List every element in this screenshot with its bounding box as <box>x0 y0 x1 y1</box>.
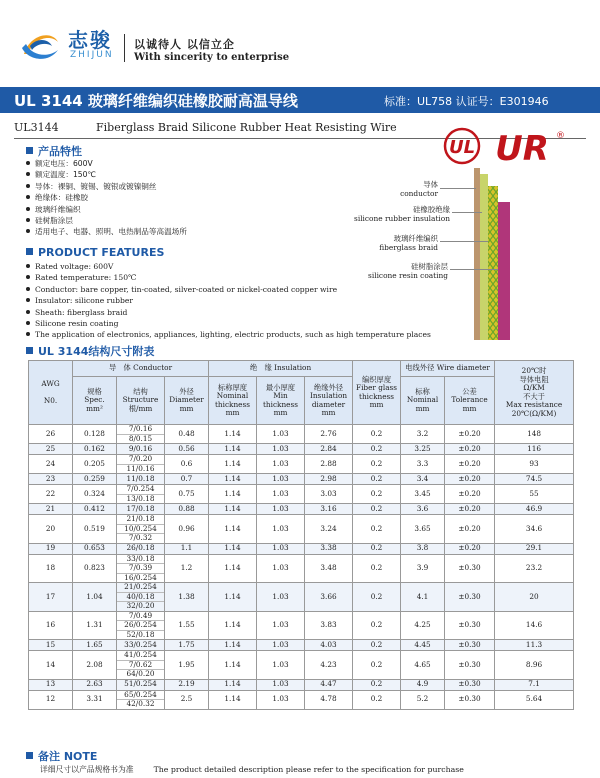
cell-wire: 4.65 <box>401 651 445 680</box>
diagram-label-braid: 玻璃纤维编织 fiberglass braid <box>379 234 438 252</box>
cell-braid: 0.2 <box>353 554 401 583</box>
structure-value: 7/0.32 <box>128 533 153 542</box>
structure-value: 41/0.254 <box>117 651 164 661</box>
structure-value: 32/0.20 <box>126 601 155 610</box>
structure-value: 65/0.254 <box>117 691 164 701</box>
cell-min: 1.03 <box>257 583 305 612</box>
structure-value: 26/0.18 <box>126 543 155 553</box>
table-row <box>29 474 574 485</box>
cell-struct <box>117 679 165 690</box>
cell-tol: ±0.20 <box>445 425 495 444</box>
structure-value: 52/0.18 <box>126 629 155 639</box>
cell-od: 0.88 <box>165 504 209 515</box>
cell-ins: 3.83 <box>305 611 353 640</box>
cell-ins: 4.03 <box>305 640 353 651</box>
cell-wire: 3.8 <box>401 543 445 554</box>
cell-res: 20 <box>495 583 574 612</box>
list-item: 导体：裸铜、镀锡、镀银或镀镍铜丝 <box>26 181 187 192</box>
cell-nom: 1.14 <box>209 583 257 612</box>
cell-nom: 1.14 <box>209 651 257 680</box>
cell-tol: ±0.30 <box>445 690 495 709</box>
cell-awg: 14 <box>29 651 73 680</box>
cell-od: 1.2 <box>165 554 209 583</box>
cell-res: 5.64 <box>495 690 574 709</box>
structure-value: 64/0.20 <box>126 669 155 678</box>
cell-braid: 0.2 <box>353 455 401 474</box>
table-row <box>29 679 574 690</box>
cell-braid: 0.2 <box>353 425 401 444</box>
cell-braid: 0.2 <box>353 444 401 455</box>
cell-spec: 1.04 <box>73 583 117 612</box>
cell-struct <box>117 504 165 515</box>
list-item: 适用电子、电器、照明、电热制品等高温场所 <box>26 226 187 237</box>
cell-res: 8.96 <box>495 651 574 680</box>
standard-cert: 标准：UL758 认证号：E301946 <box>384 95 549 108</box>
list-item: Rated voltage: 600V <box>26 261 431 272</box>
cell-wire: 5.2 <box>401 690 445 709</box>
cell-min: 1.03 <box>257 640 305 651</box>
cell-spec: 0.205 <box>73 455 117 474</box>
leader-line <box>440 241 488 242</box>
cell-spec: 0.653 <box>73 543 117 554</box>
header-spec: 规格 Spec. mm² <box>73 377 117 425</box>
cell-spec: 2.63 <box>73 679 117 690</box>
cell-tol: ±0.30 <box>445 679 495 690</box>
ur-logo-text: UR <box>495 129 549 168</box>
cell-struct <box>117 543 165 554</box>
cell-braid: 0.2 <box>353 504 401 515</box>
header-od: 外径 Diameter mm <box>165 377 209 425</box>
header-insulation-diameter: 绝缘外径 Insulation diameter mm <box>305 377 353 425</box>
leader-line <box>440 188 476 189</box>
cell-wire: 3.4 <box>401 474 445 485</box>
cell-nom: 1.14 <box>209 543 257 554</box>
cell-od: 0.56 <box>165 444 209 455</box>
structure-value: 33/0.254 <box>124 639 157 649</box>
structure-value: 51/0.254 <box>124 679 157 689</box>
structure-value: 11/0.16 <box>126 463 155 473</box>
cell-awg: 16 <box>29 611 73 640</box>
note-text: 详细尺寸以产品规格书为准 The product detailed description please refer to the specification for purchase <box>40 765 464 774</box>
cell-struct <box>117 690 165 709</box>
cell-od: 0.6 <box>165 455 209 474</box>
cell-awg: 22 <box>29 485 73 504</box>
cell-tol: ±0.20 <box>445 444 495 455</box>
cell-struct <box>117 455 165 474</box>
cell-struct <box>117 474 165 485</box>
header-resistance: 20℃时 导体电阻 Ω/KM 不大于 Max resistance 20℃(Ω/KM) <box>495 361 574 425</box>
cell-braid: 0.2 <box>353 515 401 544</box>
list-item: Sheath: fiberglass braid <box>26 307 431 318</box>
structure-value: 7/0.254 <box>117 485 164 495</box>
table-row <box>29 543 574 554</box>
structure-value: 8/0.15 <box>128 433 153 443</box>
leader-line <box>452 212 482 213</box>
cell-tol: ±0.20 <box>445 485 495 504</box>
cell-tol: ±0.20 <box>445 543 495 554</box>
cell-braid: 0.2 <box>353 474 401 485</box>
cell-od: 1.75 <box>165 640 209 651</box>
cell-braid: 0.2 <box>353 485 401 504</box>
note-heading: 备注 NOTE <box>26 748 97 764</box>
cell-awg: 19 <box>29 543 73 554</box>
diagram-label-insulation: 硅橡胶绝缘 silicone rubber insulation <box>354 205 450 223</box>
table-row <box>29 504 574 515</box>
cell-spec: 0.259 <box>73 474 117 485</box>
cell-struct <box>117 425 165 444</box>
cell-od: 1.95 <box>165 651 209 680</box>
cell-nom: 1.14 <box>209 515 257 544</box>
cell-ins: 3.66 <box>305 583 353 612</box>
cell-nom: 1.14 <box>209 474 257 485</box>
cell-min: 1.03 <box>257 554 305 583</box>
cell-res: 14.6 <box>495 611 574 640</box>
cell-wire: 3.45 <box>401 485 445 504</box>
cell-awg: 25 <box>29 444 73 455</box>
ul-certification-icon <box>440 126 588 168</box>
cell-wire: 3.25 <box>401 444 445 455</box>
cell-spec: 2.08 <box>73 651 117 680</box>
cell-min: 1.03 <box>257 425 305 444</box>
cell-awg: 21 <box>29 504 73 515</box>
header-conductor: 导 体 Conductor <box>73 361 209 377</box>
cell-awg: 15 <box>29 640 73 651</box>
list-item: Conductor: bare copper, tin-coated, silver-coated or nickel-coated copper wire <box>26 284 431 295</box>
cell-ins: 2.76 <box>305 425 353 444</box>
cell-od: 1.55 <box>165 611 209 640</box>
cell-struct <box>117 583 165 612</box>
cell-spec: 3.31 <box>73 690 117 709</box>
header-nominal-thickness: 标称厚度 Nominal thickness mm <box>209 377 257 425</box>
list-item: Insulator: silicone rubber <box>26 295 431 306</box>
list-item: 额定温度：150℃ <box>26 169 187 180</box>
cell-ins: 2.88 <box>305 455 353 474</box>
table-row <box>29 554 574 583</box>
structure-value: 7/0.49 <box>117 612 164 622</box>
table-row <box>29 651 574 680</box>
cell-nom: 1.14 <box>209 554 257 583</box>
cell-ins: 4.78 <box>305 690 353 709</box>
cell-res: 148 <box>495 425 574 444</box>
cell-min: 1.03 <box>257 474 305 485</box>
table-row <box>29 640 574 651</box>
table-heading: UL 3144结构尺寸附表 <box>26 343 154 359</box>
cell-braid: 0.2 <box>353 651 401 680</box>
cell-struct <box>117 554 165 583</box>
cell-nom: 1.14 <box>209 690 257 709</box>
list-item: 硅树脂涂层 <box>26 215 187 226</box>
list-item: 玻璃纤维编织 <box>26 204 187 215</box>
table-row <box>29 690 574 709</box>
header-structure: 结构 Structure 根/mm <box>117 377 165 425</box>
cell-tol: ±0.30 <box>445 554 495 583</box>
cell-min: 1.03 <box>257 515 305 544</box>
cell-spec: 0.128 <box>73 425 117 444</box>
cell-nom: 1.14 <box>209 640 257 651</box>
table-row <box>29 611 574 640</box>
title-bar <box>0 87 600 113</box>
structure-value: 21/0.18 <box>117 515 164 525</box>
brand-name-cn: 志骏 <box>68 28 112 52</box>
cell-awg: 24 <box>29 455 73 474</box>
header-divider <box>124 34 125 62</box>
structure-value: 11/0.18 <box>126 473 155 483</box>
title-en: Fiberglass Braid Silicone Rubber Heat Resisting Wire <box>96 121 397 134</box>
cell-ins: 4.47 <box>305 679 353 690</box>
cell-res: 23.2 <box>495 554 574 583</box>
structure-value: 17/0.18 <box>126 503 155 513</box>
page-title: UL 3144 玻璃纤维编织硅橡胶耐高温导线 <box>14 92 298 110</box>
cell-ins: 2.98 <box>305 474 353 485</box>
cell-min: 1.03 <box>257 543 305 554</box>
cell-wire: 3.65 <box>401 515 445 544</box>
cell-nom: 1.14 <box>209 425 257 444</box>
cell-ins: 3.03 <box>305 485 353 504</box>
cell-tol: ±0.30 <box>445 651 495 680</box>
cell-ins: 3.48 <box>305 554 353 583</box>
cable-structure-icon <box>460 168 530 340</box>
cell-res: 93 <box>495 455 574 474</box>
cell-tol: ±0.20 <box>445 515 495 544</box>
cell-ins: 4.23 <box>305 651 353 680</box>
table-row <box>29 515 574 544</box>
cell-awg: 12 <box>29 690 73 709</box>
list-item: 额定电压：600V <box>26 158 187 169</box>
structure-value: 13/0.18 <box>126 493 155 503</box>
leader-line <box>450 269 498 270</box>
structure-value: 16/0.254 <box>124 572 157 582</box>
structure-value: 7/0.16 <box>117 425 164 435</box>
cell-spec: 0.823 <box>73 554 117 583</box>
table-row <box>29 583 574 612</box>
structure-value: 9/0.16 <box>128 443 153 453</box>
cell-struct <box>117 444 165 455</box>
cell-min: 1.03 <box>257 485 305 504</box>
cell-wire: 4.25 <box>401 611 445 640</box>
cell-ins: 3.16 <box>305 504 353 515</box>
cell-tol: ±0.20 <box>445 455 495 474</box>
structure-value: 21/0.254 <box>117 583 164 593</box>
cell-braid: 0.2 <box>353 543 401 554</box>
structure-value: 10/0.254 <box>117 525 164 535</box>
list-item: Silicone resin coating <box>26 318 431 329</box>
cell-nom: 1.14 <box>209 611 257 640</box>
cell-struct <box>117 515 165 544</box>
cell-braid: 0.2 <box>353 690 401 709</box>
cell-od: 2.19 <box>165 679 209 690</box>
model-number: UL3144 <box>14 121 59 134</box>
cell-min: 1.03 <box>257 611 305 640</box>
cell-min: 1.03 <box>257 504 305 515</box>
cell-od: 1.38 <box>165 583 209 612</box>
cell-res: 34.6 <box>495 515 574 544</box>
cell-res: 7.1 <box>495 679 574 690</box>
cell-res: 74.5 <box>495 474 574 485</box>
list-item: 绝缘体：硅橡胶 <box>26 192 187 203</box>
ul-logo-text: UL <box>448 137 476 158</box>
cell-awg: 13 <box>29 679 73 690</box>
cell-awg: 26 <box>29 425 73 444</box>
cell-braid: 0.2 <box>353 611 401 640</box>
cell-spec: 0.412 <box>73 504 117 515</box>
cell-nom: 1.14 <box>209 485 257 504</box>
cell-wire: 3.2 <box>401 425 445 444</box>
cell-tol: ±0.20 <box>445 474 495 485</box>
structure-value: 26/0.254 <box>117 621 164 631</box>
cell-min: 1.03 <box>257 690 305 709</box>
cell-awg: 17 <box>29 583 73 612</box>
cell-wire: 4.45 <box>401 640 445 651</box>
cell-tol: ±0.30 <box>445 611 495 640</box>
cell-spec: 1.31 <box>73 611 117 640</box>
cell-nom: 1.14 <box>209 504 257 515</box>
cell-od: 0.7 <box>165 474 209 485</box>
cell-min: 1.03 <box>257 679 305 690</box>
header-wire-diameter: 电线外径 Wire diameter <box>401 361 495 377</box>
cell-ins: 3.24 <box>305 515 353 544</box>
diagram-label-coating: 硅树脂涂层 silicone resin coating <box>368 262 448 280</box>
cell-wire: 3.6 <box>401 504 445 515</box>
cell-tol: ±0.30 <box>445 640 495 651</box>
table-row <box>29 444 574 455</box>
cell-struct <box>117 651 165 680</box>
spec-table <box>28 360 574 710</box>
cell-awg: 20 <box>29 515 73 544</box>
cell-od: 0.75 <box>165 485 209 504</box>
cell-struct <box>117 485 165 504</box>
table-row <box>29 425 574 444</box>
header-awg: AWG N0. <box>29 361 73 425</box>
brand-name-en: ZHIJUN <box>70 50 114 60</box>
cell-braid: 0.2 <box>353 640 401 651</box>
cell-res: 55 <box>495 485 574 504</box>
structure-value: 7/0.20 <box>117 455 164 465</box>
cell-wire: 3.3 <box>401 455 445 474</box>
cell-od: 0.48 <box>165 425 209 444</box>
brand-logo-icon <box>18 24 62 68</box>
table-row <box>29 485 574 504</box>
cell-od: 0.96 <box>165 515 209 544</box>
cell-wire: 4.9 <box>401 679 445 690</box>
structure-value: 42/0.32 <box>126 699 155 708</box>
cell-min: 1.03 <box>257 455 305 474</box>
cell-spec: 0.162 <box>73 444 117 455</box>
slogan-en: With sincerity to enterprise <box>134 52 290 63</box>
diagram-label-conductor: 导体 conductor <box>400 180 438 198</box>
cell-res: 46.9 <box>495 504 574 515</box>
features-cn-list <box>26 158 187 238</box>
cell-res: 11.3 <box>495 640 574 651</box>
header-braid: 编织厚度 Fiber glass thickness mm <box>353 361 401 425</box>
structure-value: 7/0.39 <box>117 564 164 574</box>
cell-od: 2.5 <box>165 690 209 709</box>
cell-awg: 18 <box>29 554 73 583</box>
cell-min: 1.03 <box>257 651 305 680</box>
header-insulation: 绝 缘 Insulation <box>209 361 353 377</box>
cell-res: 116 <box>495 444 574 455</box>
header-tolerance: 公差 Tolerance mm <box>445 377 495 425</box>
cell-ins: 2.84 <box>305 444 353 455</box>
cell-nom: 1.14 <box>209 444 257 455</box>
registered-mark: ® <box>556 131 565 141</box>
cell-spec: 1.65 <box>73 640 117 651</box>
structure-value: 33/0.18 <box>117 555 164 565</box>
cell-od: 1.1 <box>165 543 209 554</box>
list-item: Rated temperature: 150℃ <box>26 272 431 283</box>
cell-tol: ±0.20 <box>445 504 495 515</box>
cell-res: 29.1 <box>495 543 574 554</box>
cell-wire: 3.9 <box>401 554 445 583</box>
slogan-cn: 以诚待人 以信立企 <box>134 38 235 51</box>
cell-spec: 0.519 <box>73 515 117 544</box>
cell-struct <box>117 640 165 651</box>
header-wire-nominal: 标称 Nominal mm <box>401 377 445 425</box>
list-item: The application of electronics, appliances, lighting, electric products, such as high temperature places <box>26 329 431 340</box>
cell-tol: ±0.30 <box>445 583 495 612</box>
structure-value: 40/0.18 <box>117 593 164 603</box>
table-row <box>29 455 574 474</box>
cell-braid: 0.2 <box>353 583 401 612</box>
cell-nom: 1.14 <box>209 679 257 690</box>
cell-braid: 0.2 <box>353 679 401 690</box>
header-min-thickness: 最小厚度 Min thickness mm <box>257 377 305 425</box>
cell-ins: 3.38 <box>305 543 353 554</box>
cell-awg: 23 <box>29 474 73 485</box>
features-cn-heading: 产品特性 <box>26 143 82 159</box>
structure-value: 7/0.62 <box>117 661 164 671</box>
cell-nom: 1.14 <box>209 455 257 474</box>
cell-wire: 4.1 <box>401 583 445 612</box>
features-en-heading: PRODUCT FEATURES <box>26 246 164 259</box>
cell-spec: 0.324 <box>73 485 117 504</box>
cell-struct <box>117 611 165 640</box>
cell-min: 1.03 <box>257 444 305 455</box>
